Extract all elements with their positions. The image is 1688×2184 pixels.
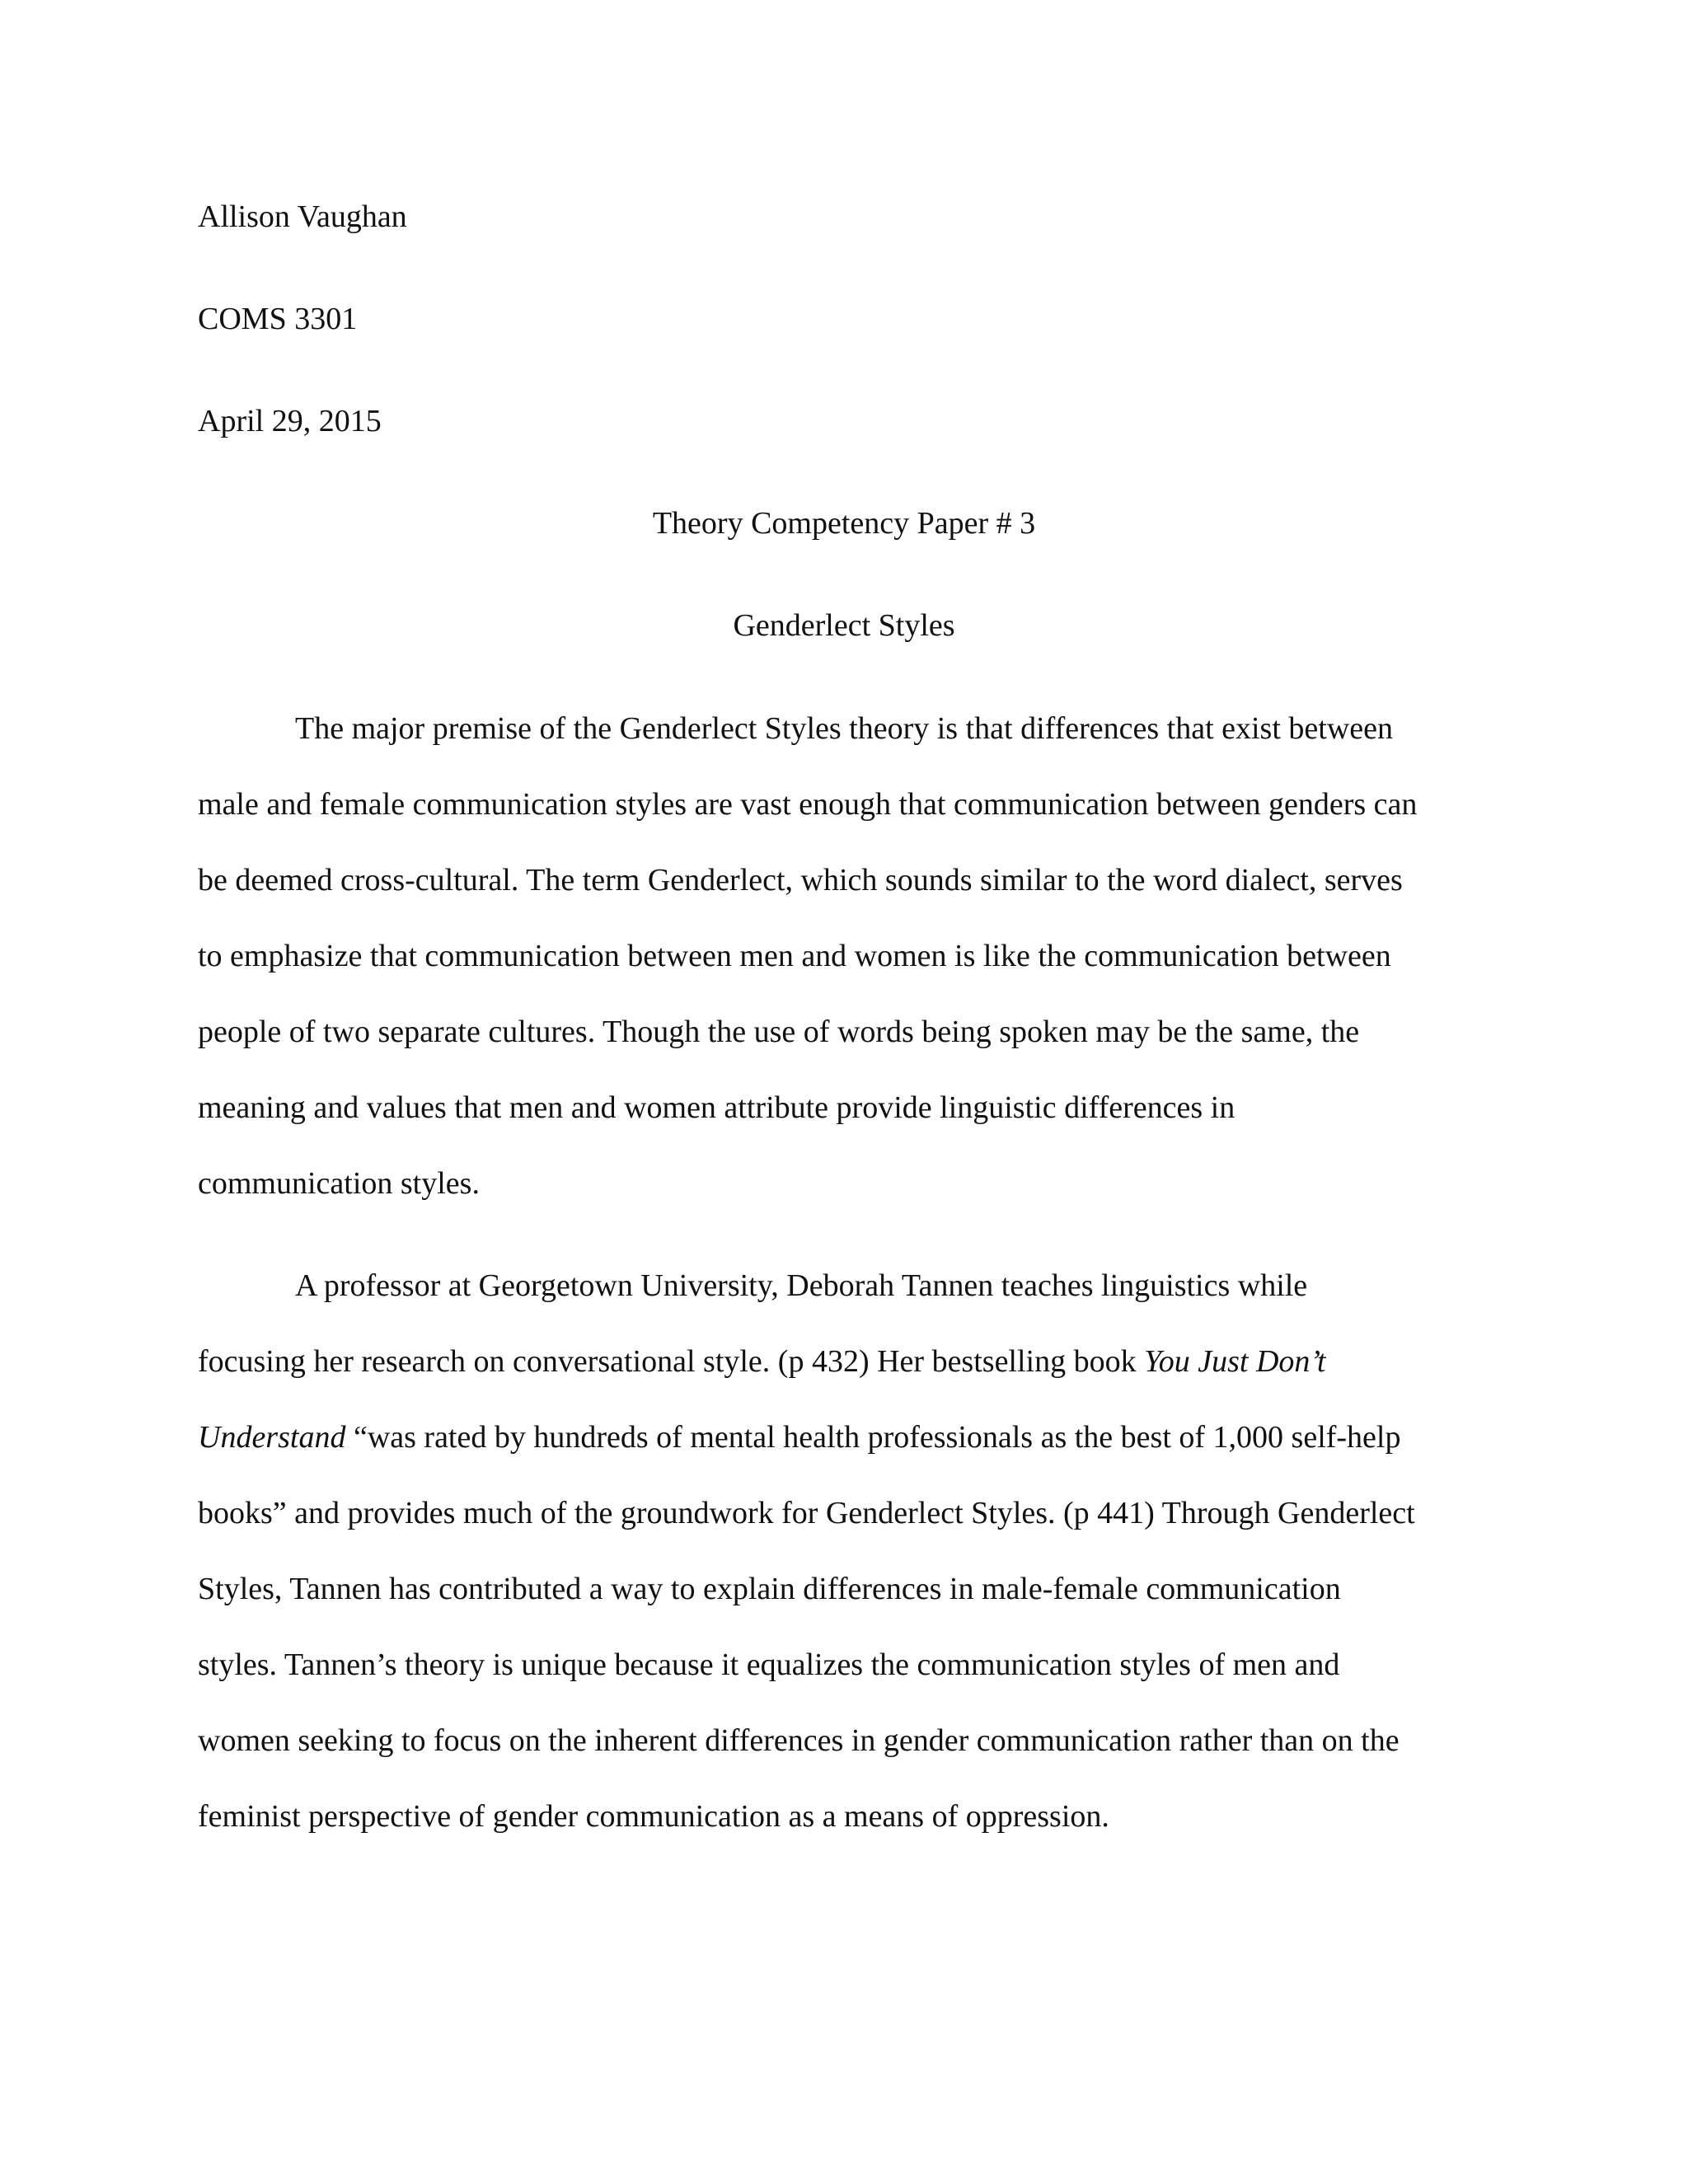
author-name: Allison Vaughan xyxy=(198,199,407,234)
paragraph-1-line: The major premise of the Genderlect Styles theory is that differences that exist between xyxy=(295,711,1394,746)
paragraph-1 xyxy=(198,691,1484,1221)
paragraph-1-line: male and female communication styles are vast enough that communication between genders can xyxy=(198,787,1418,822)
paragraph-2-line: Styles, Tannen has contributed a way to explain differences in male-female communication xyxy=(198,1572,1341,1606)
paragraph-1-line: people of two separate cultures. Though the use of words being spoken may be the same, the xyxy=(198,1015,1360,1049)
paragraph-2-line: feminist perspective of gender communication as a means of oppression. xyxy=(198,1799,1109,1834)
paper-subtitle: Genderlect Styles xyxy=(733,608,955,643)
paper-date: April 29, 2015 xyxy=(198,404,382,438)
paragraph-1-line: be deemed cross-cultural. The term Genderlect, which sounds similar to the word dialect, serves xyxy=(198,863,1403,898)
book-title-part-1: You Just Don’t xyxy=(1144,1344,1326,1379)
paragraph-2-line: styles. Tannen’s theory is unique because it equalizes the communication styles of men and xyxy=(198,1647,1340,1682)
paragraph-2-line: A professor at Georgetown University, Deborah Tannen teaches linguistics while xyxy=(295,1268,1308,1303)
paragraph-2-line: books” and provides much of the groundwork for Genderlect Styles. (p 441) Through Genderlect xyxy=(198,1496,1415,1530)
paragraph-2-line: women seeking to focus on the inherent differences in gender communication rather than on the xyxy=(198,1723,1400,1758)
paragraph-2-text: “was rated by hundreds of mental health professionals as the best of 1,000 self-help xyxy=(345,1420,1401,1455)
paragraph-2-line xyxy=(198,1324,1484,1399)
book-title-part-2: Understand xyxy=(198,1420,346,1455)
course-code: COMS 3301 xyxy=(198,302,358,336)
paragraph-1-line: meaning and values that men and women attribute provide linguistic differences in xyxy=(198,1090,1236,1125)
paragraph-2-text: focusing her research on conversational style. (p 432) Her bestselling book xyxy=(198,1344,1145,1379)
paper-title: Theory Competency Paper # 3 xyxy=(652,506,1036,541)
paragraph-1-line: communication styles. xyxy=(198,1166,480,1201)
paragraph-1-line: to emphasize that communication between men and women is like the communication between xyxy=(198,939,1391,973)
paragraph-2-line xyxy=(198,1399,1484,1475)
paragraph-2 xyxy=(198,1248,1484,1854)
